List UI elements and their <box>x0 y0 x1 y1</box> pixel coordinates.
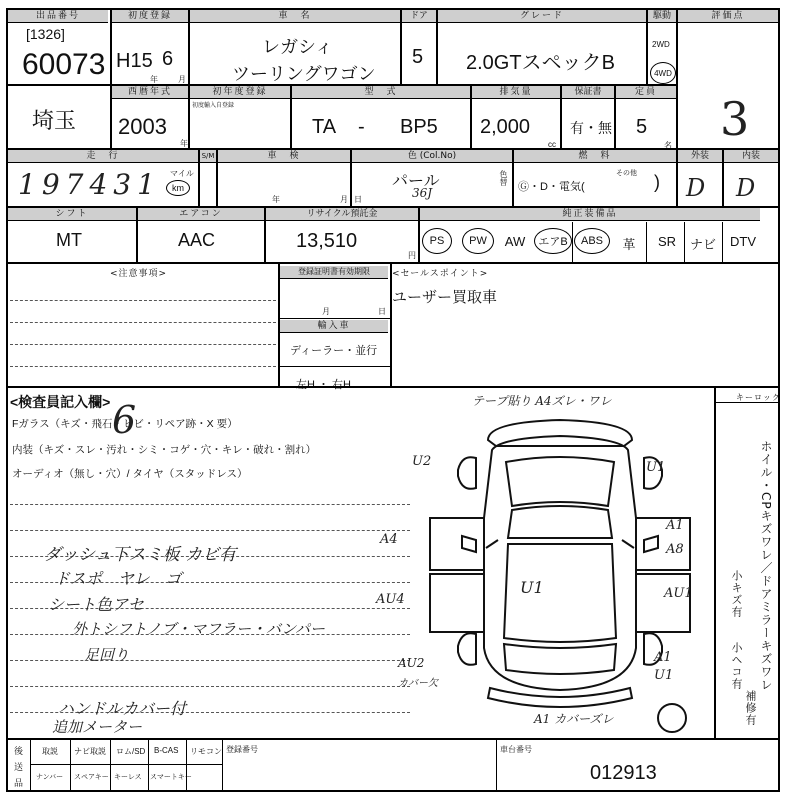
inspector-line-g <box>10 660 410 661</box>
first-reg-era: H15 <box>116 50 153 72</box>
side-note-2: 小キズ有 <box>730 570 743 618</box>
capacity: 5 <box>636 116 648 138</box>
car-name-label: 車 名 <box>190 10 400 23</box>
mileage-label: 走 行 <box>8 150 198 163</box>
first-model-label: 初年度登録 <box>190 86 290 99</box>
grade-value: 2.0GTスペックB <box>466 52 615 74</box>
diagram-mark-a1-r: A1 <box>666 518 684 533</box>
handle: 左H ・ 右H <box>296 379 351 391</box>
model-year: 2003 <box>118 114 167 139</box>
car-name-line2: ツーリングワゴン <box>232 64 376 84</box>
footer-item-keyless: キーレス <box>114 774 142 781</box>
mile-unit: マイル <box>170 169 194 178</box>
fuel-options: Ⓖ・D・電気( <box>518 181 585 193</box>
caution-label: <注意事項> <box>110 269 168 279</box>
footer-item-spare-key: スペアキー <box>74 774 109 781</box>
equip-airbag-circled: エアB <box>534 228 572 254</box>
equip-ps-circled: PS <box>422 228 452 254</box>
equip-aw: AW <box>504 234 526 249</box>
equip-abs-circled: ABS <box>574 228 610 254</box>
side-note-1: ホイル・CPキズワレ／ドアミラーキズワレ <box>759 440 773 692</box>
hand-note-2: ドスポ ヤレ ゴ <box>54 569 182 588</box>
color-change: 色替 <box>499 170 508 186</box>
import-dealer: ディーラー・並行 <box>290 345 378 357</box>
interior-value: D <box>736 174 756 202</box>
car-diagram <box>376 388 716 736</box>
caution-line-1 <box>10 300 276 301</box>
drive-label: 駆動 <box>648 10 676 23</box>
diagram-mark-u1-roof: U1 <box>520 578 544 597</box>
interior-label: 内装 <box>724 150 778 163</box>
lot-label: 出品番号 <box>8 10 108 23</box>
footer-item-smart-key: スマートキー <box>150 774 192 781</box>
exterior-label: 外装 <box>678 150 722 163</box>
hand-note-5: 足回り <box>84 646 130 664</box>
inspector-title: <検査員記入欄> <box>10 394 111 410</box>
inspector-line-b <box>10 530 410 531</box>
side-note-4: 補修有 <box>744 690 757 726</box>
meter-label: S/M <box>200 150 216 163</box>
warranty: 有・無 <box>570 120 612 136</box>
inspector-line-a <box>10 504 410 505</box>
hand-note-6: ハンドルカバー付 <box>58 699 187 718</box>
diagram-mark-au1: AU1 <box>664 586 693 601</box>
model-year-label: 西暦年式 <box>112 86 188 99</box>
color-code: 36J <box>412 186 433 200</box>
equipment-label: 純正装備品 <box>420 208 760 221</box>
diagram-mark-au4: AU4 <box>376 592 405 607</box>
displacement-label: 排気量 <box>472 86 560 99</box>
side-note-3: 小ヘコ有 <box>730 642 743 690</box>
doors-label: ドア <box>402 10 436 23</box>
fuel-label: 燃 料 <box>514 150 676 163</box>
reg-number-label: 登録番号 <box>226 745 258 754</box>
recycle-fee: 13,510 <box>296 230 358 252</box>
footer-item-rom-sd: ロム/SD <box>116 747 146 756</box>
footer-left-1: 後 <box>14 746 24 756</box>
footer-left-3: 品 <box>14 778 24 788</box>
caution-line-4 <box>10 366 276 367</box>
lot-prefix: [1326] <box>26 26 65 42</box>
sales-point: ユーザー買取車 <box>392 289 498 306</box>
car-outline-drawing <box>410 388 716 736</box>
displacement: 2,000 <box>480 116 531 138</box>
diagram-mark-u2: U2 <box>412 454 432 469</box>
first-model-note: 初度輸入自登録 <box>192 103 235 109</box>
exterior-value: D <box>686 174 706 202</box>
inspector-line-1: Fガラス（キズ・飛石・ヒビ・リペア跡・X 要） <box>12 418 238 430</box>
diagram-mark-u1-rr: U1 <box>654 668 674 683</box>
inspection-month: 月 <box>340 195 348 204</box>
color-label: 色 (Col.No) <box>352 150 512 163</box>
score-label: 評価点 <box>678 10 778 23</box>
caution-line-2 <box>10 322 276 323</box>
drive-4wd-circled: 4WD <box>650 62 676 84</box>
km-unit-circled: km <box>166 180 190 196</box>
mileage-handwritten: 197431 <box>18 168 161 201</box>
model-dash: - <box>358 116 365 138</box>
footer-item-bcas: B-CAS <box>154 746 179 755</box>
footer-item-manual: 取説 <box>42 747 58 756</box>
aircon: AAC <box>178 230 216 250</box>
equip-leather: 革 <box>622 237 636 252</box>
grade-label: グレード <box>438 10 646 23</box>
reg-expiry-label: 登録証明書有効期限 <box>280 266 388 279</box>
hand-note-3: シート色アセ <box>48 595 144 614</box>
yen-unit: 円 <box>408 251 416 260</box>
diagram-mark-a1-rr: A1 <box>654 650 672 665</box>
chassis-number: 012913 <box>590 762 657 784</box>
capacity-label: 定員 <box>616 86 676 99</box>
person-unit: 名 <box>664 141 672 150</box>
hand-note-7: 追加メーター <box>52 718 143 736</box>
hand-note-4: 外トシフトノブ・マフラー・バンパー <box>72 620 326 638</box>
first-reg-label: 初度登録 <box>112 10 188 23</box>
diagram-mark-cover-missing: カバー欠 <box>398 678 438 689</box>
diagram-mark-au2: AU2 <box>398 656 425 670</box>
equip-pw-circled: PW <box>462 228 494 254</box>
aircon-label: エアコン <box>138 208 264 221</box>
lot-number: 60073 <box>22 48 106 81</box>
warranty-label: 保証書 <box>562 86 614 99</box>
caution-line-3 <box>10 344 276 345</box>
year-unit: 年 <box>150 75 158 84</box>
score-value: 3 <box>720 92 750 146</box>
diagram-mark-u1-tr: U1 <box>646 460 666 475</box>
car-name-line1: レガシィ <box>262 37 333 57</box>
first-reg-month: 6 <box>162 48 174 70</box>
month-unit: 月 <box>178 75 186 84</box>
import-label: 輸入車 <box>280 320 388 333</box>
reg-day: 日 <box>378 307 386 316</box>
model-prefix: TA <box>312 116 337 138</box>
color: パール <box>392 173 440 190</box>
inspector-line-3: オーディオ（無し・穴）/ タイヤ（スタッドレス） <box>12 468 248 480</box>
diagram-bottom-note: A1 カバーズレ <box>534 712 614 726</box>
diagram-top-note: テープ貼り A4ズレ・ワレ <box>472 394 612 408</box>
recycle-label: リサイクル預託金 <box>266 208 418 221</box>
model-code: BP5 <box>400 116 438 138</box>
diagram-mark-a8: A8 <box>666 542 684 557</box>
inspection-label: 車 検 <box>218 150 350 163</box>
footer-item-navi-manual: ナビ取説 <box>74 747 106 756</box>
equip-dtv: DTV <box>730 234 756 249</box>
equip-sr: SR <box>657 234 677 249</box>
doors-value: 5 <box>412 46 424 68</box>
inspector-line-2: 内装（キズ・スレ・汚れ・シミ・コゲ・穴・キレ・破れ・割れ） <box>12 444 317 456</box>
shift-label: シフト <box>8 208 136 221</box>
footer-item-number: ナンバー <box>36 774 64 781</box>
sales-point-label: <セールスポイント> <box>392 269 489 279</box>
inspection-day: 日 <box>354 195 362 204</box>
diagram-mark-a4: A4 <box>380 532 398 547</box>
model-type-label: 型 式 <box>292 86 470 99</box>
model-year-unit: 年 <box>180 139 188 148</box>
shift: MT <box>56 230 82 250</box>
region: 埼玉 <box>32 108 77 133</box>
chassis-label: 車台番号 <box>500 745 532 754</box>
reg-month: 月 <box>322 307 330 316</box>
cc-unit: cc <box>548 140 556 149</box>
footer-item-remote: リモコン <box>190 747 222 756</box>
hand-note-1: ダッシュ下スミ板 カビ有 <box>44 545 237 565</box>
key-lock-label: キーロック <box>736 393 781 402</box>
inspector-line-h <box>10 686 410 687</box>
fuel-close: ) <box>654 172 660 192</box>
footer-left-2: 送 <box>14 762 24 772</box>
fuel-other: その他 <box>616 170 637 177</box>
inspector-mark: 6 <box>112 398 137 442</box>
equip-navi: ナビ <box>689 237 716 252</box>
drive-2wd: 2WD <box>652 40 670 49</box>
inspection-year: 年 <box>272 195 280 204</box>
